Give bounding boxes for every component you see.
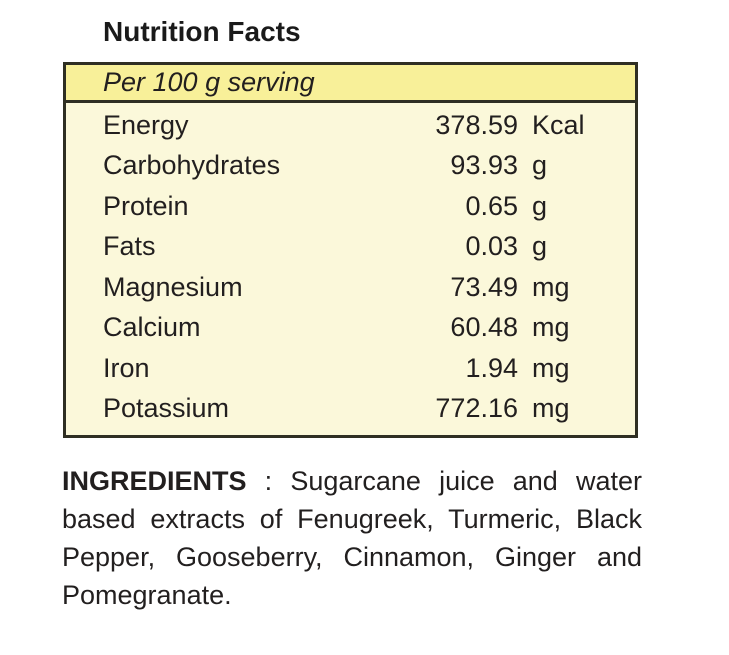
nutrition-facts-table [63, 62, 638, 438]
nutrient-value: 73.49 [450, 271, 518, 302]
nutrient-name: Protein [103, 190, 189, 221]
nutrient-value: 60.48 [450, 312, 518, 343]
nutrient-value: 0.03 [465, 231, 518, 262]
nutrient-row [66, 308, 635, 349]
nutrient-name: Iron [103, 352, 150, 383]
nutrient-unit: mg [532, 312, 570, 343]
nutrient-unit: g [532, 231, 548, 262]
ingredients-heading: INGREDIENTS [62, 466, 247, 496]
nutrient-name: Energy [103, 109, 189, 140]
nutrient-name: Potassium [103, 393, 230, 424]
nutrient-unit: mg [532, 271, 570, 302]
ingredients-separator: : [246, 466, 291, 496]
nutrient-name: Calcium [103, 312, 201, 343]
nutrient-value: 93.93 [450, 150, 518, 181]
nutrient-unit: Kcal [532, 109, 585, 140]
nutrient-name: Fats [103, 231, 156, 262]
nutrient-name: Magnesium [103, 271, 243, 302]
nutrient-unit: g [532, 150, 548, 181]
nutrient-name: Carbohydrates [103, 150, 281, 181]
nutrient-row [66, 389, 635, 430]
nutrient-value: 772.16 [435, 393, 518, 424]
nutrient-row [66, 348, 635, 389]
nutrient-row [66, 146, 635, 187]
nutrient-row [66, 227, 635, 268]
nutrient-unit: g [532, 190, 548, 221]
nutrient-value: 1.94 [465, 352, 518, 383]
serving-size-header: Per 100 g serving [66, 65, 635, 103]
nutrient-row [66, 105, 635, 146]
nutrient-row [66, 267, 635, 308]
nutrient-value: 378.59 [435, 109, 518, 140]
nutrient-value: 0.65 [465, 190, 518, 221]
nutrient-row [66, 186, 635, 227]
ingredients-text: Sugarcane juice and water based extracts of Fenugreek, Turmeric, Black Pepper, Gooseberry, Cinnamon, Ginger and Pomegranate. [62, 466, 642, 610]
nutrient-unit: mg [532, 393, 570, 424]
nutrient-rows [66, 103, 635, 435]
ingredients-paragraph [62, 462, 642, 614]
nutrient-unit: mg [532, 352, 570, 383]
page-title: Nutrition Facts [103, 16, 301, 47]
